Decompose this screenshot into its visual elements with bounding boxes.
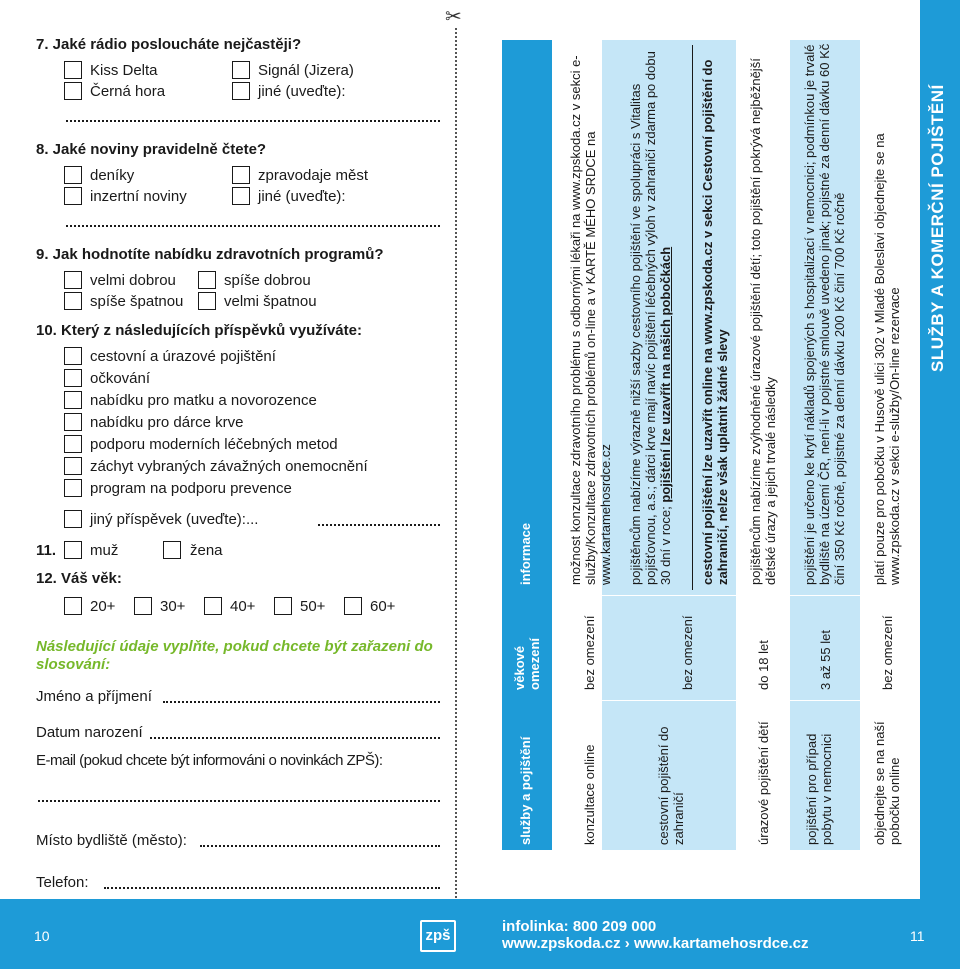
row5-service: objednejte se na naší pobočku online [872,721,902,845]
divider [556,700,916,701]
header-service: služby a pojištění [518,736,533,845]
option-label: spíše špatnou [90,293,184,310]
cut-line [455,28,457,930]
checkbox[interactable] [64,271,82,289]
option-label: 60+ [370,598,396,615]
row5-age: bez omezení [880,615,895,690]
row4-service: pojištění pro případ pobytu v nemocnici [804,733,834,845]
checkbox[interactable] [64,413,82,431]
question-7: 7. Jaké rádio posloucháte nejčastěji? [36,36,302,53]
answer-line[interactable] [318,524,440,526]
side-title: SLUŽBY A KOMERČNÍ POJIŠTĚNÍ [928,84,947,372]
city-field[interactable] [200,845,440,847]
row2-service: cestovní pojištění do zahraničí [656,726,686,845]
question-9: 9. Jak hodnotíte nabídku zdravotních programů? [36,246,384,263]
row2-info-bold: pojištění lze uzavřít na našich pobočkách [658,246,673,503]
option-label: spíše dobrou [224,272,311,289]
checkbox[interactable] [163,541,181,559]
option-label: program na podporu prevence [90,480,292,497]
option-label: Kiss Delta [90,62,158,79]
row1-info: možnost konzultace zdravotního problému s odbornými lékaři na www.zpskoda.cz v sekci e-služby/Konzultace zdravotních problémů on-line a v KARTĚ MÉHO SRDCE na www.kartamehosrdce.cz [568,55,613,585]
checkbox[interactable] [232,166,250,184]
checkbox[interactable] [232,82,250,100]
checkbox[interactable] [64,369,82,387]
question-11: 11. [36,542,57,559]
checkbox[interactable] [64,347,82,365]
hotline-text: infolinka: 800 209 000 [502,918,657,935]
answer-line[interactable] [66,120,440,122]
option-label-other: jiný příspěvek (uveďte):... [90,511,259,528]
question-8: 8. Jaké noviny pravidelně čtete? [36,141,267,158]
option-label: záchyt vybraných závažných onemocnění [90,458,368,475]
web-links: www.zpskoda.cz › www.kartamehosrdce.cz [502,935,809,952]
checkbox[interactable] [198,271,216,289]
option-label: Signál (Jizera) [258,62,354,79]
row1-age: bez omezení [582,615,597,690]
checkbox[interactable] [232,187,250,205]
question-10: 10. Který z následujících příspěvků využíváte: [36,322,362,339]
option-label: velmi dobrou [90,272,176,289]
name-field[interactable] [163,701,440,703]
option-label: muž [90,542,119,559]
row2-age: bez omezení [680,615,695,690]
divider [556,595,916,596]
option-label: zpravodaje měst [258,167,369,184]
option-label: 20+ [90,598,116,615]
email-field[interactable] [38,800,440,802]
checkbox[interactable] [64,435,82,453]
checkbox[interactable] [64,541,82,559]
page-number-left: 10 [34,928,50,944]
row1-service: konzultace online [582,744,597,845]
checkbox[interactable] [232,61,250,79]
row4-age: 3 až 55 let [818,630,833,690]
row3-age: do 18 let [756,640,771,690]
option-label: nabídku pro dárce krve [90,414,244,431]
header-info: informace [518,522,533,585]
option-label: cestovní a úrazové pojištění [90,348,276,365]
option-label: nabídku pro matku a novorozence [90,392,317,409]
option-label: žena [190,542,223,559]
option-label: 30+ [160,598,186,615]
birth-date-field[interactable] [150,737,440,739]
option-label: jiné (uveďte): [258,83,346,100]
row3-info: pojištěncům nabízíme zvýhodněné úrazové pojištění dětí; toto pojištění pokrývá nejběžnější dětské úrazy a jejich trvalé následky [748,58,778,585]
question-12: 12. Váš věk: [36,570,122,587]
option-label: deníky [90,167,135,184]
field-label-name: Jméno a příjmení [36,688,152,705]
checkbox[interactable] [64,61,82,79]
checkbox[interactable] [64,479,82,497]
row2-info: pojištěncům nabízíme výrazně nižší sazby cestovního pojištění ve spolupráci s Vitalitas pojišťovnou, a.s.; dárci krve mají navíc pojištění léčebných výloh v zahraničí zdarma po dobu 30 dní v roce; pojištění lze uzavřít na našich pobočkách [628,51,673,585]
checkbox[interactable] [64,292,82,310]
checkbox[interactable] [198,292,216,310]
checkbox[interactable] [64,166,82,184]
phone-field[interactable] [104,887,440,889]
checkbox[interactable] [344,597,362,615]
divider [692,45,693,590]
option-label: inzertní noviny [90,188,187,205]
footer-bar [0,899,960,969]
option-label: 50+ [300,598,326,615]
row3-service: úrazové pojištění dětí [756,721,771,845]
option-label: očkování [90,370,151,387]
checkbox[interactable] [134,597,152,615]
page-number-right: 11 [910,928,925,944]
checkbox[interactable] [204,597,222,615]
checkbox[interactable] [64,82,82,100]
field-label-city: Místo bydliště (město): [36,832,187,849]
checkbox[interactable] [64,391,82,409]
header-age: věkové omezení [512,637,542,690]
row5-info: platí pouze pro pobočku v Husově ulici 302 v Mladé Boleslavi objednejte se na www.zpskoda.cz v sekci e-služby/On-line rezervace [872,133,902,585]
field-label-phone: Telefon: [36,874,89,891]
checkbox[interactable] [64,510,82,528]
field-label-birth: Datum narození [36,724,143,741]
option-label: Černá hora [90,83,166,100]
scissors-icon: ✂ [445,6,462,28]
field-label-email: E-mail (pokud chcete být informováni o novinkách ZPŠ): [36,752,383,769]
answer-line[interactable] [66,225,440,227]
option-label: 40+ [230,598,256,615]
row4-info: pojištění je určeno ke krytí nákladů spojených s hospitalizací v nemocnici; podmínkou je trvalé bydliště na území ČR, není-li v pojistné smlouvě uvedeno jinak; pojistné za denní dávku 60 Kč činí 350 Kč ročně, pojistné za denní dávku 200 Kč činí 700 Kč ročně [802,43,847,585]
option-label: jiné (uveďte): [258,188,346,205]
checkbox[interactable] [64,457,82,475]
checkbox[interactable] [64,187,82,205]
checkbox[interactable] [274,597,292,615]
option-label: podporu moderních léčebných metod [90,436,338,453]
row2-info-online: cestovní pojištění lze uzavřít online na www.zpskoda.cz v sekci Cestovní pojištění do zahraničí, nelze však uplatnit žádné slevy [700,59,730,585]
zps-logo: zpš [420,920,456,952]
checkbox[interactable] [64,597,82,615]
option-label: velmi špatnou [224,293,317,310]
draw-note: Následující údaje vyplňte, pokud chcete být zařazeni do slosování: [36,638,433,673]
